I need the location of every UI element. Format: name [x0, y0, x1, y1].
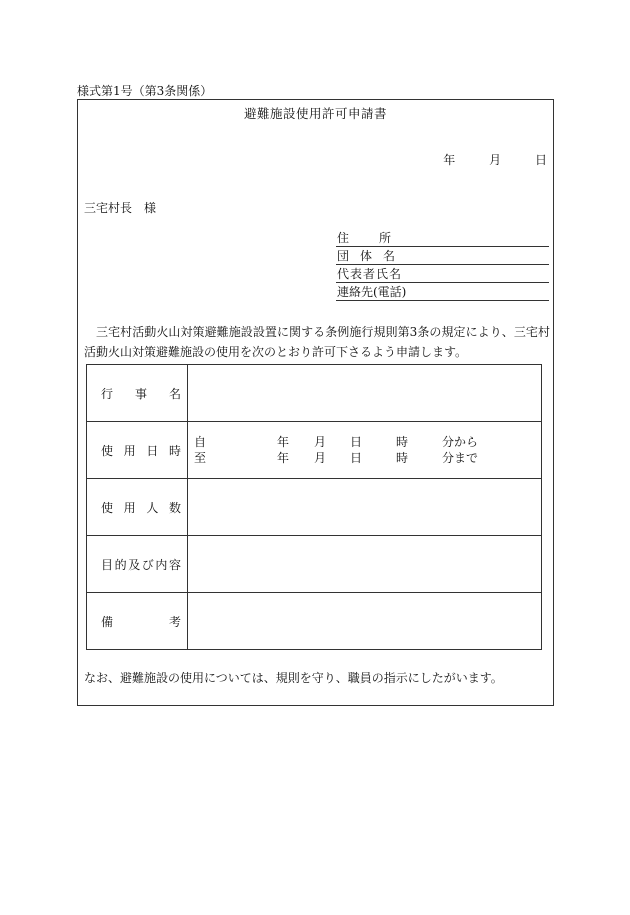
- date-line: [443, 152, 547, 168]
- label-char: 行: [101, 386, 114, 401]
- usage-datetime-label: [87, 422, 188, 479]
- table-row-usage-datetime: [87, 422, 542, 479]
- to-hour-unit: 時: [396, 451, 409, 465]
- applicant-representative-field[interactable]: [336, 266, 549, 283]
- applicant-contact-field[interactable]: [336, 284, 549, 301]
- purpose-content-label: [87, 536, 188, 593]
- label-char: 及: [128, 557, 141, 572]
- number-of-users-label: [87, 479, 188, 536]
- application-details-table: [86, 364, 542, 650]
- label-char: 考: [168, 614, 181, 629]
- to-year-unit: 年: [277, 451, 290, 465]
- label-char: 的: [114, 557, 127, 572]
- label-char: 名: [168, 386, 181, 401]
- applicant-group-label: 団体名: [337, 249, 407, 263]
- label-char: 容: [168, 557, 181, 572]
- label-char: 数: [168, 500, 181, 515]
- label-char: 使: [101, 500, 114, 515]
- from-month-unit: 月: [314, 435, 327, 449]
- remarks-label: [87, 593, 188, 650]
- from-hour-unit: 時: [396, 435, 409, 449]
- datetime-to-row: [194, 450, 541, 466]
- label-char: 目: [101, 557, 114, 572]
- event-name-input[interactable]: [188, 365, 542, 422]
- form-number: 様式第1号（第3条関係）: [77, 84, 213, 98]
- footer-note: なお、避難施設の使用については、規則を守り、職員の指示にしたがいます。: [84, 671, 503, 685]
- application-form-frame: [77, 99, 554, 706]
- remarks-input[interactable]: [188, 593, 542, 650]
- label-char: 事: [134, 386, 147, 401]
- to-month-unit: 月: [314, 451, 327, 465]
- table-row-remarks: [87, 593, 542, 650]
- from-year-unit: 年: [277, 435, 290, 449]
- table-row-number-of-users: [87, 479, 542, 536]
- applicant-block: [336, 230, 549, 302]
- label-char: 用: [123, 500, 136, 515]
- usage-datetime-input[interactable]: [188, 422, 542, 479]
- to-mark: 至: [194, 451, 207, 465]
- label-char: 人: [146, 500, 159, 515]
- label-char: 内: [155, 557, 168, 572]
- table-row-event-name: [87, 365, 542, 422]
- number-of-users-input[interactable]: [188, 479, 542, 536]
- applicant-contact-label: 連絡先(電話): [337, 285, 407, 299]
- date-year-unit: 年: [443, 153, 456, 167]
- applicant-address-label: 住所: [337, 231, 422, 245]
- label-char: び: [141, 557, 154, 572]
- from-mark: 自: [194, 435, 207, 449]
- date-month-unit: 月: [489, 153, 502, 167]
- label-char: 用: [123, 443, 136, 458]
- applicant-group-field[interactable]: [336, 248, 549, 265]
- label-char: 備: [101, 614, 114, 629]
- label-char: 時: [168, 443, 181, 458]
- purpose-content-input[interactable]: [188, 536, 542, 593]
- addressee: 三宅村長 様: [84, 201, 157, 215]
- label-char: 日: [146, 443, 159, 458]
- label-char: 使: [101, 443, 114, 458]
- to-minute-unit: 分まで: [442, 451, 479, 465]
- from-minute-unit: 分から: [442, 435, 479, 449]
- applicant-address-field[interactable]: [336, 230, 549, 247]
- document-title: 避難施設使用許可申請書: [243, 106, 387, 121]
- date-day-unit: 日: [534, 153, 547, 167]
- event-name-label: [87, 365, 188, 422]
- from-day-unit: 日: [350, 435, 363, 449]
- datetime-from-row: [194, 434, 541, 450]
- table-row-purpose-content: [87, 536, 542, 593]
- to-day-unit: 日: [350, 451, 363, 465]
- applicant-representative-label: 代表者氏名: [337, 267, 403, 281]
- application-statement: 三宅村活動火山対策避難施設設置に関する条例施行規則第3条の規定により、三宅村活動火山対策避難施設の使用を次のとおり許可下さるよう申請します。: [84, 325, 550, 359]
